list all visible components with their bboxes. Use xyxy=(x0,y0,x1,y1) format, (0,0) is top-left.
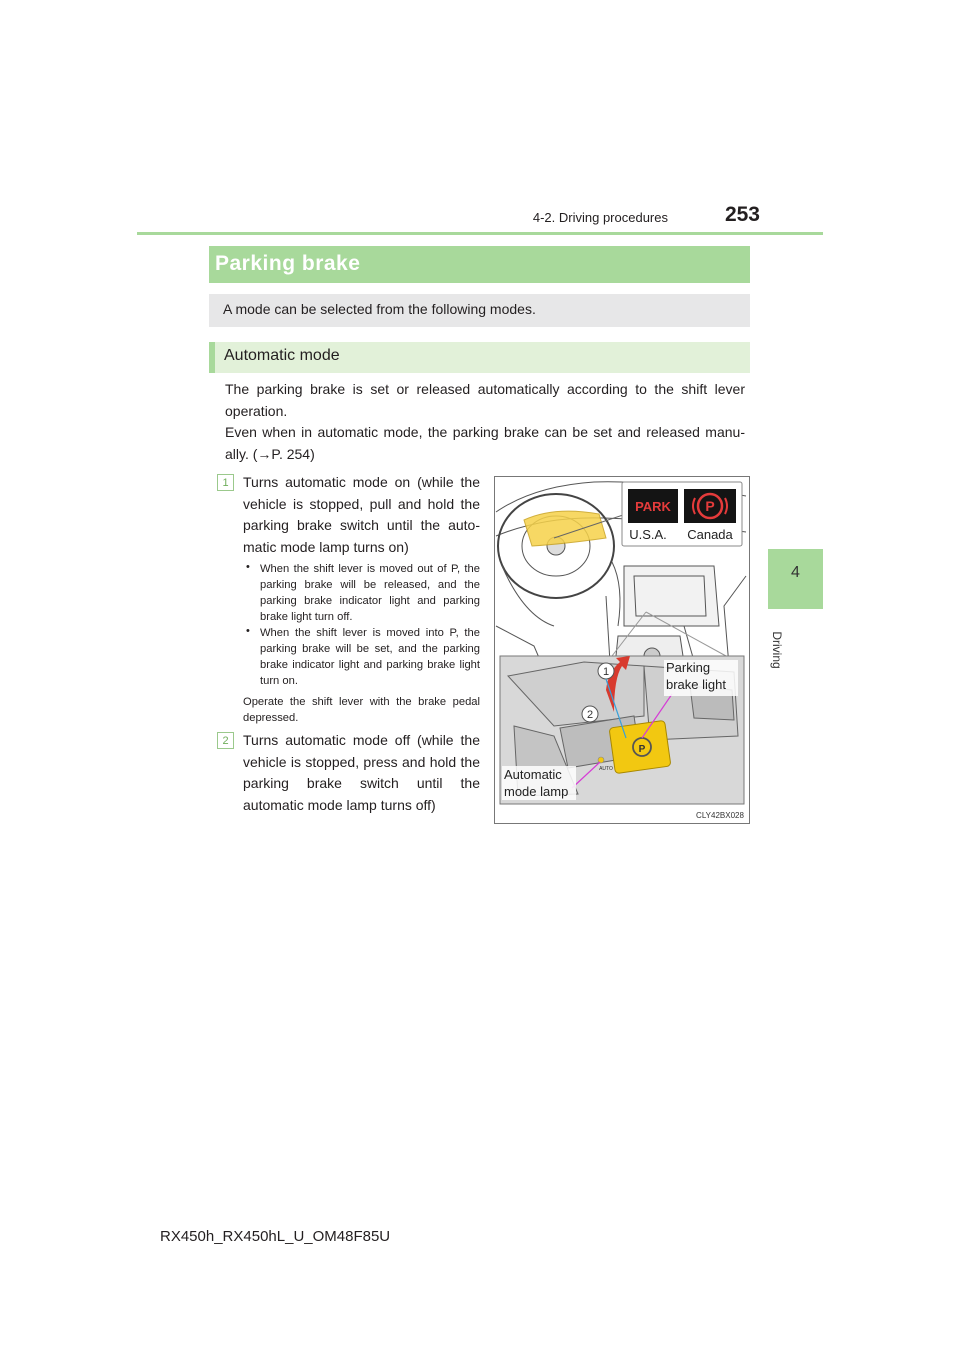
park-lamp-text: PARK xyxy=(635,499,671,514)
page-number: 253 xyxy=(724,203,760,226)
p-lamp-text: P xyxy=(705,498,715,514)
header-rule xyxy=(137,232,823,235)
switch-p-symbol: P xyxy=(638,744,646,755)
section-title: Parking brake xyxy=(215,252,361,275)
label-canada: Canada xyxy=(687,527,733,542)
bullet: • xyxy=(246,561,250,573)
label-parking-brake-1: Parking xyxy=(666,660,711,675)
subsection-accent xyxy=(209,342,215,373)
running-header-section: 4-2. Driving procedures xyxy=(532,210,668,225)
chapter-tab-label: Driving xyxy=(770,631,784,669)
step-text: Turns automatic mode off (while the vehicle is stopped, press and hold the parking brake switch until the automatic mode lamp turns off) xyxy=(243,732,480,813)
label-parking-brake-2: brake light xyxy=(666,677,726,692)
step-number: 2 xyxy=(217,732,234,749)
paragraph: Even when in automatic mode, the parking brake can be set and released manu-ally. (→P. 254) xyxy=(225,424,745,462)
label-auto-mode-1: Automatic xyxy=(504,767,562,782)
step-number: 1 xyxy=(217,474,234,491)
auto-tag: AUTO xyxy=(599,766,613,772)
label-usa: U.S.A. xyxy=(629,527,667,542)
parking-brake-illustration xyxy=(494,476,750,824)
footer-code: RX450h_RX450hL_U_OM48F85U xyxy=(160,1228,391,1245)
callout-1: 1 xyxy=(602,666,610,678)
label-auto-mode-2: mode lamp xyxy=(504,784,569,799)
bullet: • xyxy=(246,625,250,637)
figure-code: CLY42BX028 xyxy=(696,811,744,820)
paragraph: The parking brake is set or released automatically according to the shift lever operation. xyxy=(225,381,745,419)
chapter-tab-number: 4 xyxy=(791,564,800,581)
operate-note: Operate the shift lever with the brake pedal depressed. xyxy=(243,696,480,724)
subsection-title: Automatic mode xyxy=(224,347,340,364)
callout-2: 2 xyxy=(586,709,594,721)
note-text: When the shift lever is moved out of P, the parking brake will be released, and the parking brake indicator light and parking brake light turn off. xyxy=(260,563,480,623)
intro-text: A mode can be selected from the following modes. xyxy=(223,301,536,317)
note-text: When the shift lever is moved into P, the parking brake will be set, and the parking brake indicator light and parking brake light turn on. xyxy=(260,627,480,687)
step-text: Turns automatic mode on (while the vehicle is stopped, pull and hold the parking brake switch until the auto-matic mode lamp turns on) xyxy=(243,474,480,555)
